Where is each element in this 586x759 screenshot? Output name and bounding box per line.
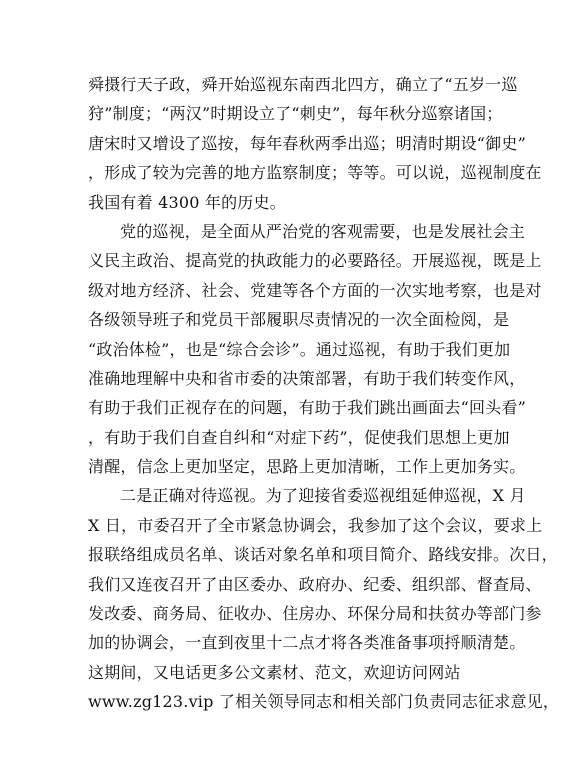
text-line: 各级领导班子和党员干部履职尽责情况的一次全面检阅，是 — [88, 310, 510, 330]
text-line: 加的协调会，一直到夜里十二点才将各类准备事项捋顺清楚。 — [88, 633, 526, 653]
text-line: 舜摄行天子政，舜开始巡视东南西北四方，确立了“五岁一巡 — [88, 75, 518, 94]
text-line: 我们又连夜召开了由区委办、政府办、纪委、组织部、督查局、 — [88, 574, 542, 594]
paragraph — [88, 217, 542, 482]
text-line: 二是正确对待巡视。为了迎接省委巡视组延伸巡视，X 月 — [120, 486, 526, 506]
text-line: 这期间，又电话更多公文素材、范文，欢迎访问网站 — [88, 662, 461, 682]
paragraph — [88, 481, 560, 716]
text-line: 发改委、商务局、征收办、住房办、环保分局和扶贫办等部门参 — [88, 604, 542, 624]
text-line: 有助于我们正视存在的问题，有助于我们跳出画面去“回头看” — [88, 398, 526, 418]
text-line: ，有助于我们自查自纠和“对症下药”，促使我们思想上更加 — [88, 427, 510, 447]
text-line: 报联络组成员名单、谈话对象名单和项目简介、路线安排。次日， — [88, 545, 558, 565]
text-line: 我国有着 4300 年的历史。 — [88, 192, 286, 212]
paragraph — [88, 70, 542, 217]
text-line: 党的巡视，是全面从严治党的客观需要，也是发展社会主 — [120, 221, 526, 241]
text-line: ，形成了较为完善的地方监察制度；等等。可以说，巡视制度在 — [88, 163, 542, 183]
text-line: 级对地方经济、社会、党建等各个方面的一次实地考察，也是对 — [88, 280, 542, 300]
text-line: 唐宋时又增设了巡按，每年春秋两季出巡；明清时期设“御史” — [88, 133, 526, 153]
text-line: 清醒，信念上更加坚定，思路上更加清晰，工作上更加务实。 — [88, 457, 526, 477]
text-line: www.zg123.vip 了相关领导同志和相关部门负责同志征求意见， — [88, 692, 560, 712]
text-line: 准确地理解中央和省市委的决策部署，有助于我们转变作风， — [88, 368, 526, 388]
text-line: X 日，市委召开了全市紧急协调会，我参加了这个会议，要求上 — [88, 515, 543, 535]
text-line: “政治体检”，也是“综合会诊”。通过巡视，有助于我们更加 — [88, 339, 511, 359]
document-body — [88, 70, 560, 717]
text-line: 义民主政治、提高党的执政能力的必要路径。开展巡视，既是上 — [88, 251, 542, 271]
text-line: 狩”制度；“两汉”时期设立了“刺史”，每年秋分巡察诸国； — [88, 104, 503, 124]
